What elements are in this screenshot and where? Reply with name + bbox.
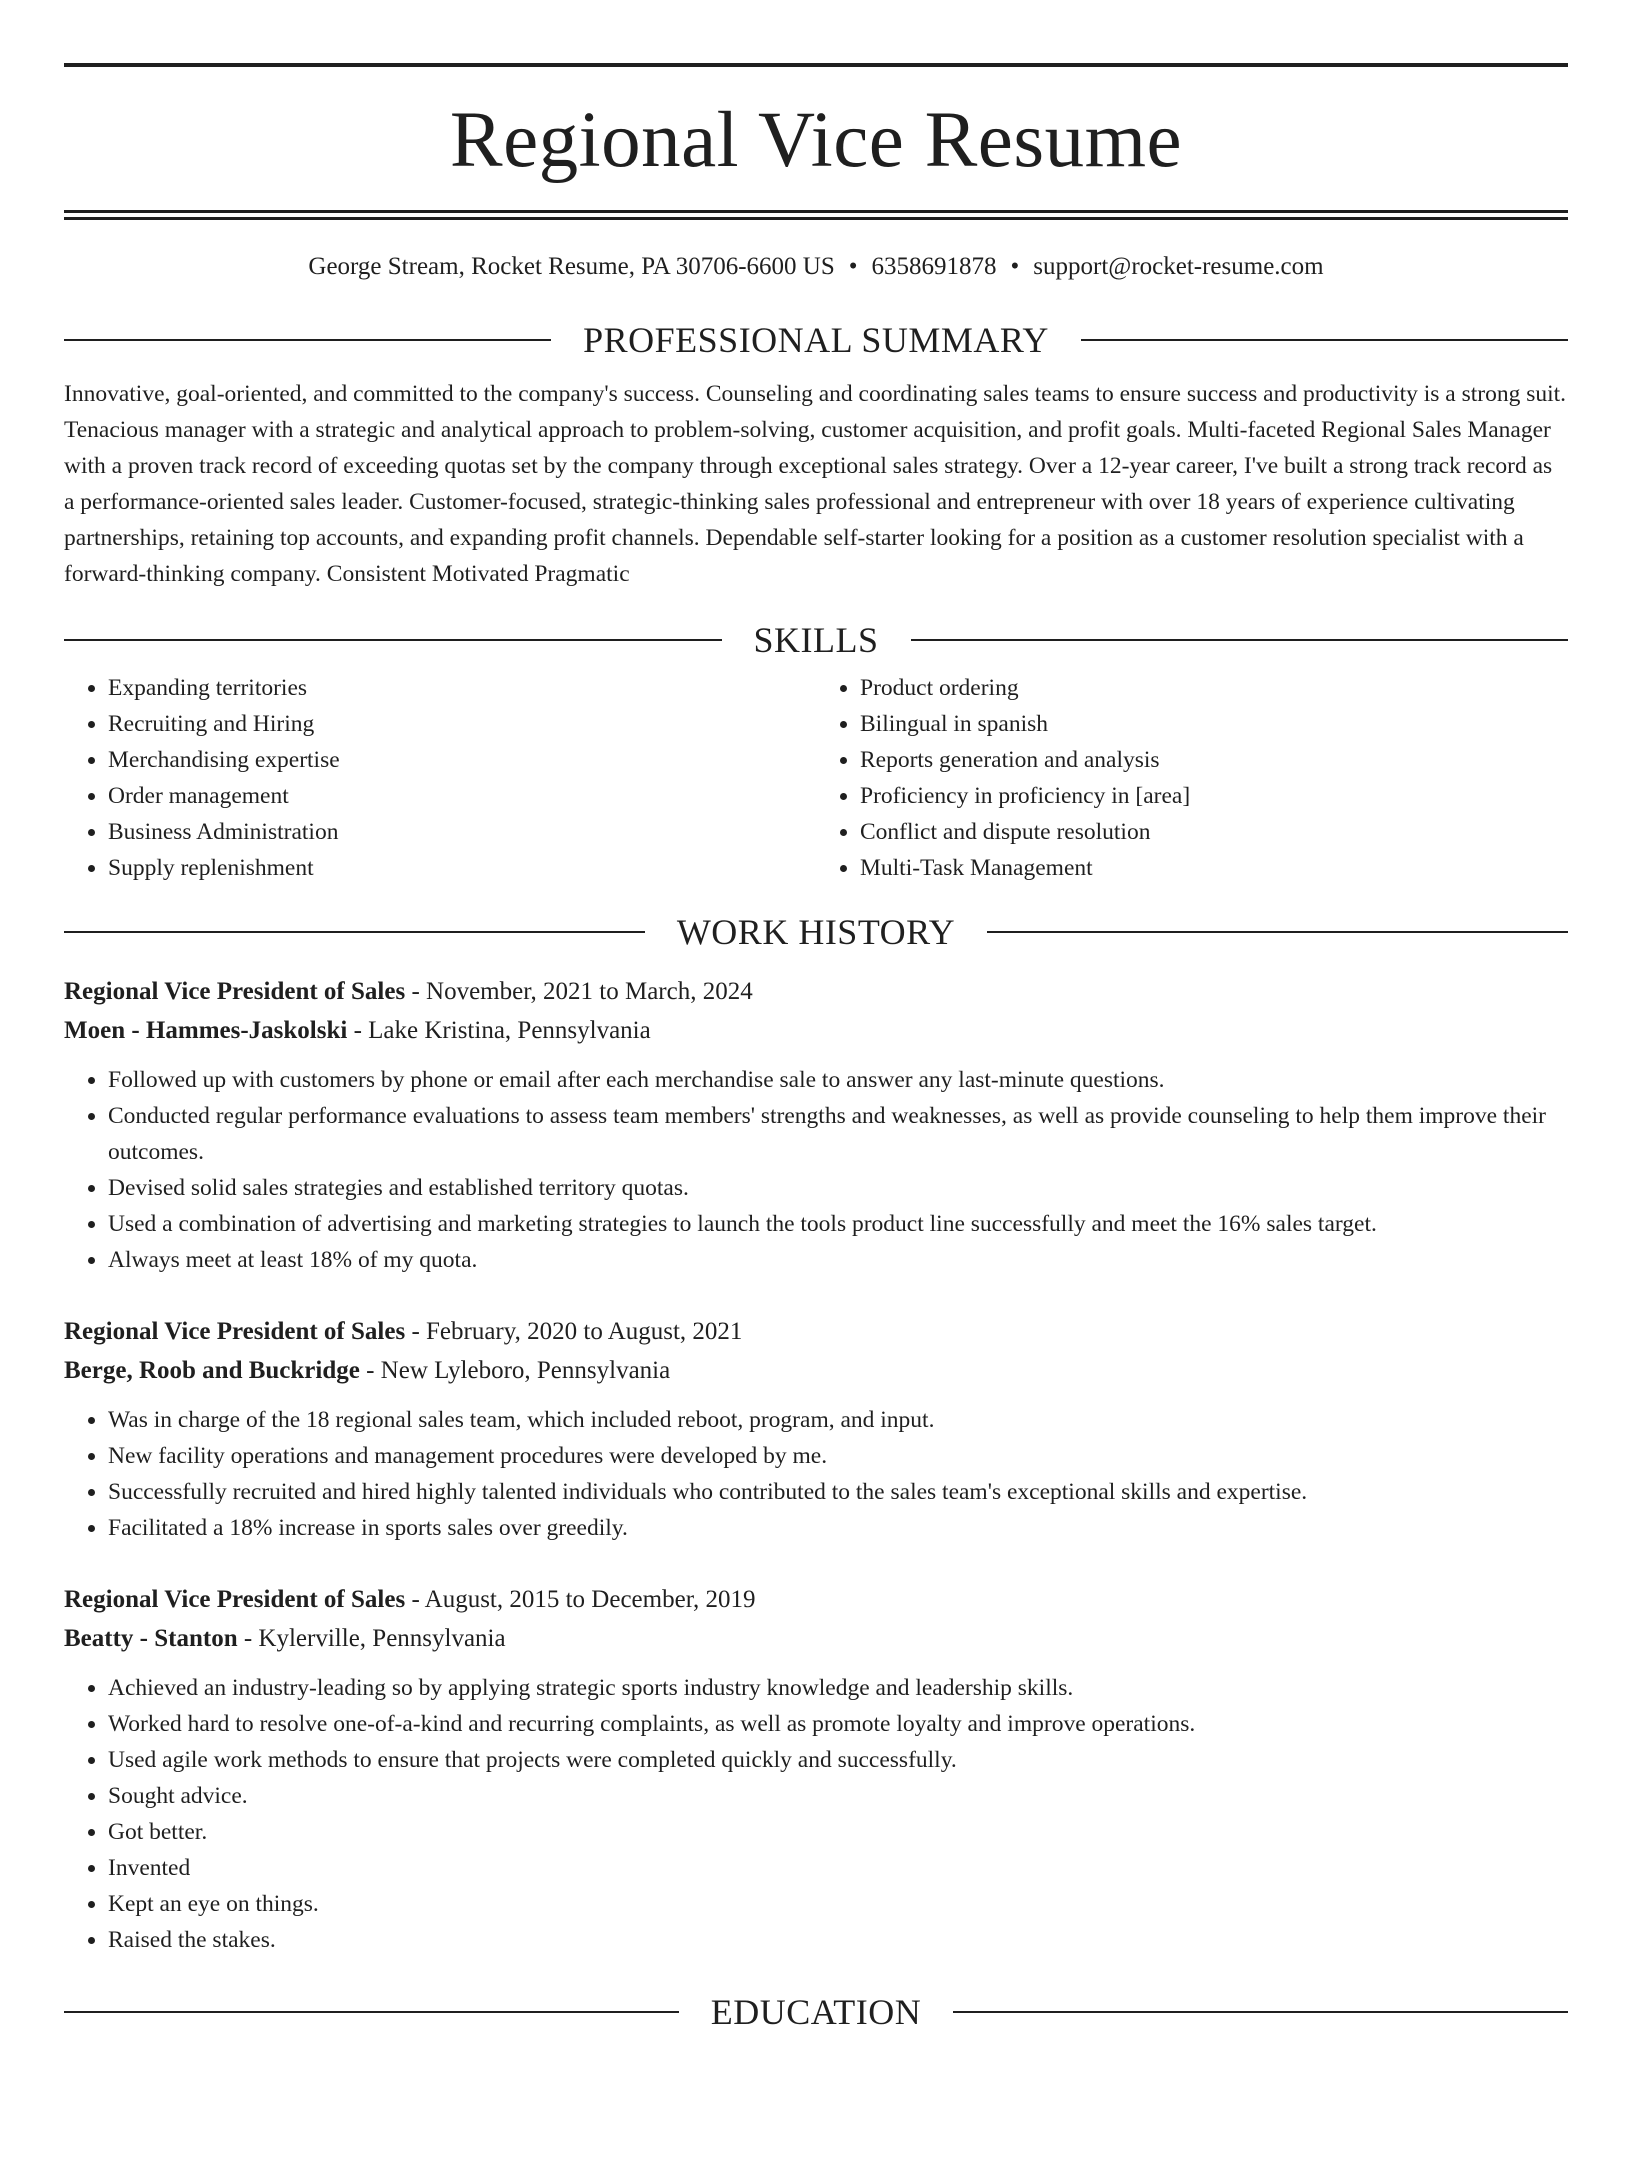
job-entry xyxy=(64,1312,1568,1546)
summary-text: Innovative, goal-oriented, and committed to the company's success. Counseling and coordinating sales teams to ensure success and productivity is a strong suit. Tenacious manager with a strategic and analytical approach to problem-solving, customer acquisition, and profit goals. Multi-faceted Regional Sales Manager with a proven track record of exceeding quotas set by the company through exceptional sales strategy. Over a 12-year career, I've built a strong track record as a performance-oriented sales leader. Customer-focused, strategic-thinking sales professional and entrepreneur with over 18 years of experience cultivating partnerships, retaining top accounts, and expanding profit channels. Dependable self-starter looking for a position as a customer resolution specialist with a forward-thinking company. Consistent Motivated Pragmatic xyxy=(64,381,1567,587)
job-bullet: • Successfully recruited and hired highly talented individuals who contributed to the sales team's exceptional skills and expertise. xyxy=(108,1474,1568,1510)
job-bullet: • Was in charge of the 18 regional sales team, which included reboot, program, and input. xyxy=(108,1402,1568,1438)
title-double-rule xyxy=(64,210,1568,220)
skill-item: • Recruiting and Hiring xyxy=(108,706,816,742)
skill-item: • Conflict and dispute resolution xyxy=(860,814,1568,850)
heading-rule xyxy=(953,2011,1568,2013)
heading-rule xyxy=(64,931,645,933)
job-title-line xyxy=(64,1312,1568,1351)
job-title: Regional Vice President of Sales xyxy=(64,1318,406,1345)
job-title: Regional Vice President of Sales xyxy=(64,1586,406,1613)
skills-heading-label: SKILLS xyxy=(753,620,879,660)
contact-address: George Stream, Rocket Resume, PA 30706-6600 US xyxy=(308,253,835,280)
job-dates: - August, 2015 to December, 2019 xyxy=(405,1586,756,1613)
resume-title: Regional Vice Resume xyxy=(449,97,1183,184)
job-title-line xyxy=(64,972,1568,1011)
resume-page xyxy=(0,63,1632,2175)
job-company-line xyxy=(64,1011,1568,1050)
skill-item: • Order management xyxy=(108,778,816,814)
job-bullet: • Devised solid sales strategies and established territory quotas. xyxy=(108,1170,1568,1206)
skills-column-right xyxy=(816,670,1568,886)
job-bullet: • Sought advice. xyxy=(108,1778,1568,1814)
job-bullet: • Invented xyxy=(108,1850,1568,1886)
skill-item: • Supply replenishment xyxy=(108,850,816,886)
job-bullet: • Achieved an industry-leading so by applying strategic sports industry knowledge and leadership skills. xyxy=(108,1670,1568,1706)
skill-item: • Merchandising expertise xyxy=(108,742,816,778)
job-dates: - February, 2020 to August, 2021 xyxy=(405,1318,743,1345)
job-title: Regional Vice President of Sales xyxy=(64,978,406,1005)
summary-heading xyxy=(64,322,1568,358)
job-bullets xyxy=(64,1670,1568,1958)
education-heading xyxy=(64,1994,1568,2030)
job-bullet: • Got better. xyxy=(108,1814,1568,1850)
skill-item: • Expanding territories xyxy=(108,670,816,706)
job-company: Beatty - Stanton xyxy=(64,1625,238,1652)
job-location: - Kylerville, Pennsylvania xyxy=(237,1625,506,1652)
job-entry xyxy=(64,1580,1568,1958)
skill-item: • Bilingual in spanish xyxy=(860,706,1568,742)
job-company-line xyxy=(64,1351,1568,1390)
job-company: Moen - Hammes-Jaskolski xyxy=(64,1017,348,1044)
work-history-heading-label: WORK HISTORY xyxy=(676,912,956,952)
job-location: - New Lyleboro, Pennsylvania xyxy=(359,1357,671,1384)
top-rule xyxy=(64,63,1568,67)
contact-email: support@rocket-resume.com xyxy=(1033,253,1324,280)
job-bullets xyxy=(64,1062,1568,1278)
skill-item: • Multi-Task Management xyxy=(860,850,1568,886)
skills-list xyxy=(64,670,1568,886)
job-bullet: • Always meet at least 18% of my quota. xyxy=(108,1242,1568,1278)
heading-rule xyxy=(64,639,722,641)
heading-rule xyxy=(987,931,1568,933)
heading-rule xyxy=(911,639,1569,641)
job-bullet: • Used a combination of advertising and marketing strategies to launch the tools product line successfully and meet the 16% sales target. xyxy=(108,1206,1568,1242)
summary-heading-label: PROFESSIONAL SUMMARY xyxy=(583,320,1049,360)
job-entry xyxy=(64,972,1568,1278)
skill-item: • Business Administration xyxy=(108,814,816,850)
contact-phone: 6358691878 xyxy=(871,253,997,280)
job-bullet: • Raised the stakes. xyxy=(108,1922,1568,1958)
education-heading-label: EDUCATION xyxy=(710,1992,922,2032)
job-title-line xyxy=(64,1580,1568,1619)
job-bullet: • Followed up with customers by phone or email after each merchandise sale to answer any last-minute questions. xyxy=(108,1062,1568,1098)
contact-line xyxy=(64,252,1568,282)
job-bullet: • Kept an eye on things. xyxy=(108,1886,1568,1922)
heading-rule xyxy=(64,2011,679,2013)
work-history-heading xyxy=(64,914,1568,950)
job-bullet: • Facilitated a 18% increase in sports sales over greedily. xyxy=(108,1510,1568,1546)
job-bullet: • Worked hard to resolve one-of-a-kind and recurring complaints, as well as promote loyalty and improve operations. xyxy=(108,1706,1568,1742)
skills-column-left xyxy=(64,670,816,886)
job-company: Berge, Roob and Buckridge xyxy=(64,1357,360,1384)
job-dates: - November, 2021 to March, 2024 xyxy=(405,978,753,1005)
heading-rule xyxy=(1081,339,1568,341)
job-bullet: • New facility operations and management procedures were developed by me. xyxy=(108,1438,1568,1474)
job-bullet: • Used agile work methods to ensure that projects were completed quickly and successfully. xyxy=(108,1742,1568,1778)
skill-item: • Product ordering xyxy=(860,670,1568,706)
skill-item: • Reports generation and analysis xyxy=(860,742,1568,778)
job-company-line xyxy=(64,1619,1568,1658)
contact-separator: • xyxy=(1010,253,1020,280)
job-location: - Lake Kristina, Pennsylvania xyxy=(347,1017,651,1044)
heading-rule xyxy=(64,339,551,341)
job-bullets xyxy=(64,1402,1568,1546)
skills-heading xyxy=(64,622,1568,658)
contact-separator: • xyxy=(848,253,858,280)
skill-item: • Proficiency in proficiency in [area] xyxy=(860,778,1568,814)
job-bullet: • Conducted regular performance evaluations to assess team members' strengths and weaknesses, as well as provide counseling to help them improve their outcomes. xyxy=(108,1098,1568,1170)
